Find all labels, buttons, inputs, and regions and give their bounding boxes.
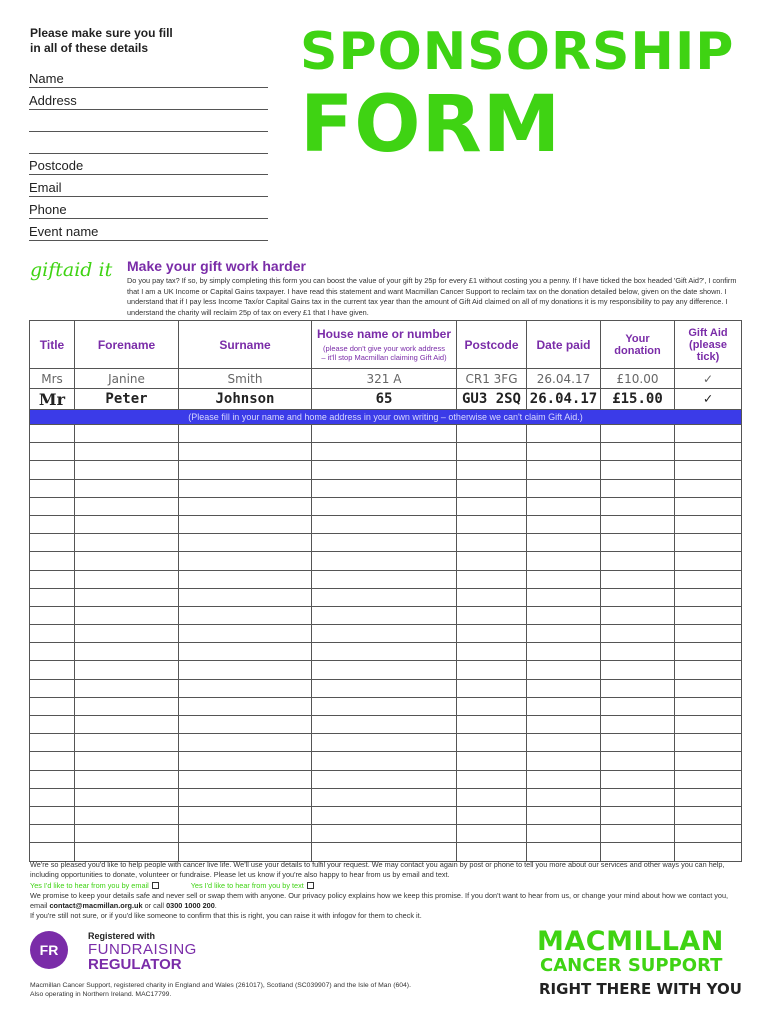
- table-cell[interactable]: [179, 425, 312, 443]
- table-cell[interactable]: [312, 843, 457, 861]
- intro-line-2: in all of these details: [30, 41, 149, 55]
- table-cell[interactable]: [179, 788, 312, 806]
- table-cell[interactable]: [179, 825, 312, 843]
- table-cell[interactable]: [457, 806, 527, 824]
- example-forename: Peter: [75, 389, 179, 410]
- event-name-field[interactable]: Event name: [29, 223, 268, 241]
- table-cell[interactable]: [75, 606, 179, 624]
- table-cell[interactable]: [75, 515, 179, 533]
- table-cell[interactable]: [457, 843, 527, 861]
- table-cell[interactable]: [457, 461, 527, 479]
- table-cell[interactable]: [675, 606, 742, 624]
- table-cell[interactable]: [527, 806, 601, 824]
- table-row: [30, 679, 742, 697]
- table-cell[interactable]: [527, 515, 601, 533]
- table-cell[interactable]: [457, 425, 527, 443]
- table-cell[interactable]: [179, 534, 312, 552]
- table-cell[interactable]: [601, 716, 675, 734]
- table-cell[interactable]: [527, 479, 601, 497]
- example-donation: £10.00: [601, 369, 675, 389]
- col-gift-aid: [675, 321, 742, 369]
- table-cell[interactable]: [527, 752, 601, 770]
- table-cell[interactable]: [457, 697, 527, 715]
- table-cell[interactable]: [179, 697, 312, 715]
- table-cell[interactable]: [601, 606, 675, 624]
- table-cell[interactable]: [457, 716, 527, 734]
- table-row: [30, 661, 742, 679]
- table-cell[interactable]: [30, 752, 75, 770]
- table-cell[interactable]: [75, 625, 179, 643]
- table-cell[interactable]: [75, 806, 179, 824]
- table-cell[interactable]: [179, 515, 312, 533]
- table-header-row: [30, 321, 742, 369]
- table-cell[interactable]: [527, 770, 601, 788]
- table-cell[interactable]: [30, 443, 75, 461]
- col-surname: Surname: [179, 321, 312, 369]
- table-cell[interactable]: [601, 625, 675, 643]
- contact-email-link[interactable]: contact@macmillan.org.uk: [49, 901, 143, 911]
- table-cell[interactable]: [675, 534, 742, 552]
- table-cell[interactable]: [75, 661, 179, 679]
- example-postcode: CR1 3FG: [457, 369, 527, 389]
- table-row: [30, 497, 742, 515]
- table-cell[interactable]: [75, 843, 179, 861]
- table-cell[interactable]: [179, 479, 312, 497]
- table-cell[interactable]: [75, 679, 179, 697]
- table-cell[interactable]: [601, 497, 675, 515]
- table-cell[interactable]: [675, 625, 742, 643]
- example-date: 26.04.17: [527, 389, 601, 410]
- table-cell[interactable]: [30, 843, 75, 861]
- example-house: 321 A: [312, 369, 457, 389]
- table-cell[interactable]: [179, 679, 312, 697]
- table-cell[interactable]: [457, 679, 527, 697]
- table-cell[interactable]: [527, 588, 601, 606]
- table-cell[interactable]: [527, 461, 601, 479]
- cancer-support-logo-text: CANCER SUPPORT: [540, 955, 723, 976]
- table-cell[interactable]: [75, 479, 179, 497]
- table-cell[interactable]: [527, 606, 601, 624]
- example-gift-aid-tick: ✓: [675, 389, 742, 410]
- table-cell[interactable]: [179, 625, 312, 643]
- example-date: 26.04.17: [527, 369, 601, 389]
- table-cell[interactable]: [457, 552, 527, 570]
- table-cell[interactable]: [601, 770, 675, 788]
- table-cell[interactable]: [601, 843, 675, 861]
- table-cell[interactable]: [675, 570, 742, 588]
- table-cell[interactable]: [179, 606, 312, 624]
- table-cell[interactable]: [675, 443, 742, 461]
- table-cell[interactable]: [30, 461, 75, 479]
- table-cell[interactable]: [457, 825, 527, 843]
- table-cell[interactable]: [312, 534, 457, 552]
- table-cell[interactable]: [675, 806, 742, 824]
- table-cell[interactable]: [601, 461, 675, 479]
- table-cell[interactable]: [527, 534, 601, 552]
- table-cell[interactable]: [601, 515, 675, 533]
- table-row: [30, 825, 742, 843]
- table-cell[interactable]: [457, 443, 527, 461]
- instruction-banner: (Please fill in your name and home address in your own writing – otherwise we can't claim Gift Aid.): [30, 410, 742, 425]
- table-cell[interactable]: [675, 552, 742, 570]
- table-cell[interactable]: [527, 788, 601, 806]
- table-cell[interactable]: [312, 716, 457, 734]
- table-cell[interactable]: [75, 461, 179, 479]
- table-cell[interactable]: [675, 497, 742, 515]
- privacy-para-2b: or call: [144, 901, 165, 911]
- table-cell[interactable]: [30, 661, 75, 679]
- table-cell[interactable]: [312, 679, 457, 697]
- table-cell[interactable]: [30, 625, 75, 643]
- table-cell[interactable]: [312, 625, 457, 643]
- table-cell[interactable]: [675, 515, 742, 533]
- example-surname: Smith: [179, 369, 312, 389]
- col-postcode: Postcode: [457, 321, 527, 369]
- table-cell[interactable]: [675, 679, 742, 697]
- table-cell[interactable]: [675, 661, 742, 679]
- col-house-label: House name or number: [316, 327, 452, 341]
- table-row: [30, 643, 742, 661]
- table-cell[interactable]: [30, 770, 75, 788]
- table-cell[interactable]: [30, 515, 75, 533]
- table-cell[interactable]: [675, 752, 742, 770]
- table-cell[interactable]: [75, 643, 179, 661]
- col-house-note: (please don't give your work address – it'll stop Macmillan claiming Gift Aid): [321, 344, 447, 362]
- table-cell[interactable]: [457, 661, 527, 679]
- table-cell[interactable]: [675, 825, 742, 843]
- col-title: Title: [30, 321, 75, 369]
- table-cell[interactable]: [457, 625, 527, 643]
- table-cell[interactable]: [30, 697, 75, 715]
- table-cell[interactable]: [601, 788, 675, 806]
- contact-phone: 0300 1000 200: [166, 901, 215, 911]
- table-cell[interactable]: [30, 806, 75, 824]
- table-cell[interactable]: [75, 570, 179, 588]
- intro-text: [30, 26, 173, 56]
- table-cell[interactable]: [312, 515, 457, 533]
- table-cell[interactable]: [30, 497, 75, 515]
- table-row: [30, 843, 742, 861]
- table-cell[interactable]: [75, 734, 179, 752]
- table-cell[interactable]: [30, 643, 75, 661]
- table-cell[interactable]: [675, 734, 742, 752]
- table-cell[interactable]: [312, 425, 457, 443]
- table-cell[interactable]: [179, 588, 312, 606]
- table-cell[interactable]: [527, 679, 601, 697]
- table-cell[interactable]: [601, 679, 675, 697]
- table-cell[interactable]: [75, 716, 179, 734]
- table-cell[interactable]: [30, 788, 75, 806]
- table-cell[interactable]: [675, 425, 742, 443]
- table-cell[interactable]: [179, 643, 312, 661]
- table-cell[interactable]: [75, 825, 179, 843]
- table-row: [30, 734, 742, 752]
- col-forename: Forename: [75, 321, 179, 369]
- title-sponsorship: SPONSORSHIP: [300, 22, 735, 82]
- table-cell[interactable]: [527, 552, 601, 570]
- table-row: [30, 770, 742, 788]
- table-row: [30, 588, 742, 606]
- col-donation: [601, 321, 675, 369]
- text-opt-checkbox[interactable]: [307, 882, 314, 889]
- table-cell[interactable]: [75, 770, 179, 788]
- postcode-field[interactable]: Postcode: [29, 157, 268, 175]
- table-row: [30, 806, 742, 824]
- table-cell[interactable]: [527, 697, 601, 715]
- table-cell[interactable]: [30, 606, 75, 624]
- table-cell[interactable]: [457, 606, 527, 624]
- table-cell[interactable]: [457, 534, 527, 552]
- table-cell[interactable]: [312, 788, 457, 806]
- table-row: [30, 752, 742, 770]
- col-date-paid: Date paid: [527, 321, 601, 369]
- table-cell[interactable]: [601, 534, 675, 552]
- table-cell[interactable]: [312, 770, 457, 788]
- col-gift-aid-line3: tick): [696, 350, 720, 363]
- table-cell[interactable]: [312, 443, 457, 461]
- address-field[interactable]: Address: [29, 92, 268, 110]
- table-cell[interactable]: [601, 443, 675, 461]
- privacy-para-2: We promise to keep your details safe and never sell or swap them with anyone. Our privacy policy explains how we keep this promise. If you don't want to hear from us, or change your mind about how we contact you, email contact@macmillan.org.uk or call 0300 1000 200.: [30, 890, 729, 911]
- table-cell[interactable]: [312, 552, 457, 570]
- table-cell[interactable]: [179, 752, 312, 770]
- table-cell[interactable]: [179, 806, 312, 824]
- table-cell[interactable]: [527, 570, 601, 588]
- table-cell[interactable]: [527, 661, 601, 679]
- table-row: [30, 552, 742, 570]
- table-cell[interactable]: [30, 552, 75, 570]
- table-cell[interactable]: [601, 825, 675, 843]
- table-cell[interactable]: [675, 461, 742, 479]
- table-row: [30, 425, 742, 443]
- table-row: [30, 716, 742, 734]
- table-cell[interactable]: [312, 697, 457, 715]
- table-cell[interactable]: [179, 570, 312, 588]
- table-cell[interactable]: [527, 825, 601, 843]
- table-cell[interactable]: [312, 825, 457, 843]
- table-cell[interactable]: [179, 461, 312, 479]
- fr-regulator: REGULATOR: [88, 956, 182, 973]
- intro-line-1: Please make sure you fill: [30, 26, 173, 40]
- address-line-2-field[interactable]: [29, 114, 268, 132]
- table-cell[interactable]: [601, 425, 675, 443]
- table-cell[interactable]: [601, 570, 675, 588]
- table-cell[interactable]: [30, 479, 75, 497]
- table-cell[interactable]: [601, 479, 675, 497]
- table-cell[interactable]: [179, 734, 312, 752]
- table-cell[interactable]: [675, 843, 742, 861]
- table-cell[interactable]: [527, 425, 601, 443]
- table-cell[interactable]: [601, 752, 675, 770]
- col-donation-line1: Your: [625, 332, 650, 345]
- table-cell[interactable]: [312, 461, 457, 479]
- table-cell[interactable]: [312, 661, 457, 679]
- table-cell[interactable]: [527, 843, 601, 861]
- table-cell[interactable]: [312, 806, 457, 824]
- fundraising-regulator-logo: FR: [30, 931, 68, 969]
- gift-aid-declaration: Do you pay tax? If so, by simply completing this form you can boost the value of your gift by 25p for every £1 without costing you a penny. If I have ticked the box headed 'Gift Aid?', I confirm that I am a UK Income or Capital Gains taxpayer. I have read this statement and want Macmillan Cancer Support to reclaim tax on the donation detailed below, given on the date shown. I understand that if I pay less Income Tax/or Capital Gains tax in the current tax year than the amount of Gift Aid claimed on all of my donations it is my responsibility to pay any difference. I understand the charity will reclaim 25p of tax on every £1 that I have given.: [127, 276, 737, 317]
- table-cell[interactable]: [675, 479, 742, 497]
- table-row: [30, 788, 742, 806]
- table-cell[interactable]: [457, 752, 527, 770]
- table-cell[interactable]: [179, 552, 312, 570]
- table-cell[interactable]: [457, 643, 527, 661]
- table-cell[interactable]: [527, 734, 601, 752]
- example-title: Mrs: [30, 369, 75, 389]
- example-row-1: [30, 369, 742, 389]
- col-gift-aid-line2: (please: [689, 338, 727, 351]
- table-cell[interactable]: [30, 734, 75, 752]
- table-cell[interactable]: [179, 770, 312, 788]
- table-cell[interactable]: [312, 752, 457, 770]
- table-cell[interactable]: [527, 443, 601, 461]
- table-cell[interactable]: [312, 479, 457, 497]
- example-title: Mr: [30, 389, 75, 410]
- table-cell[interactable]: [312, 588, 457, 606]
- example-donation: £15.00: [601, 389, 675, 410]
- table-cell[interactable]: [75, 752, 179, 770]
- privacy-para-1: We're so pleased you'd like to help people with cancer live life. We'll use your details to fulfil your request. We may contact you again by post or phone to tell you more about our services and other ways you can help, including opportunities to donate, volunteer or fundraise. Please let us know if you're also happy to hear from us by email and text.: [30, 860, 725, 880]
- sponsor-table: [29, 320, 742, 862]
- example-forename: Janine: [75, 369, 179, 389]
- table-row: [30, 443, 742, 461]
- fr-fundraising: FUNDRAISING: [88, 941, 197, 958]
- table-cell[interactable]: [30, 679, 75, 697]
- gift-aid-logo: giftaid it: [30, 259, 113, 281]
- tagline: RIGHT THERE WITH YOU: [539, 980, 742, 998]
- table-cell[interactable]: [75, 788, 179, 806]
- table-cell[interactable]: [312, 570, 457, 588]
- col-house: [312, 321, 457, 369]
- table-cell[interactable]: [601, 734, 675, 752]
- table-cell[interactable]: [457, 788, 527, 806]
- charity-reg-line-2: Also operating in Northern Ireland. MAC17799.: [30, 991, 172, 998]
- gift-aid-heading: Make your gift work harder: [127, 258, 306, 274]
- table-cell[interactable]: [457, 588, 527, 606]
- col-gift-aid-line1: Gift Aid: [688, 326, 728, 339]
- table-cell[interactable]: [675, 643, 742, 661]
- table-cell[interactable]: [179, 661, 312, 679]
- table-cell[interactable]: [179, 497, 312, 515]
- table-cell[interactable]: [312, 497, 457, 515]
- table-row: [30, 625, 742, 643]
- col-donation-line2: donation: [614, 344, 661, 357]
- table-cell[interactable]: [527, 497, 601, 515]
- table-row: [30, 606, 742, 624]
- table-cell[interactable]: [601, 697, 675, 715]
- table-row: [30, 515, 742, 533]
- privacy-para-2a: We promise to keep your details safe and never sell or swap them with anyone. Our privacy policy explains how we keep this promise. If you don't want to hear from us, or change your mind about how we contact you, email: [30, 890, 729, 911]
- table-cell[interactable]: [457, 497, 527, 515]
- privacy-para-3: If you're still not sure, or if you'd like someone to confirm that this is right, you can raise it with infogov for them to check it.: [30, 911, 422, 921]
- table-cell[interactable]: [179, 716, 312, 734]
- fr-registered-with: Registered with: [88, 931, 156, 941]
- table-cell[interactable]: [75, 588, 179, 606]
- table-cell[interactable]: [312, 643, 457, 661]
- table-row: [30, 479, 742, 497]
- table-row: [30, 570, 742, 588]
- table-cell[interactable]: [675, 716, 742, 734]
- phone-field[interactable]: Phone: [29, 201, 268, 219]
- table-cell[interactable]: [30, 534, 75, 552]
- charity-registration: [30, 981, 530, 999]
- title-form: FORM: [300, 80, 562, 170]
- table-cell[interactable]: [75, 534, 179, 552]
- table-cell[interactable]: [601, 806, 675, 824]
- table-cell[interactable]: [312, 606, 457, 624]
- table-cell[interactable]: [30, 825, 75, 843]
- name-field[interactable]: Name: [29, 70, 268, 88]
- table-cell[interactable]: [457, 479, 527, 497]
- table-cell[interactable]: [601, 552, 675, 570]
- table-cell[interactable]: [179, 443, 312, 461]
- table-cell[interactable]: [75, 697, 179, 715]
- table-cell[interactable]: [601, 661, 675, 679]
- table-cell[interactable]: [30, 425, 75, 443]
- email-opt-checkbox[interactable]: [152, 882, 159, 889]
- example-row-2: [30, 389, 742, 410]
- table-cell[interactable]: [601, 643, 675, 661]
- table-row: [30, 534, 742, 552]
- table-cell[interactable]: [675, 697, 742, 715]
- table-cell[interactable]: [179, 843, 312, 861]
- table-cell[interactable]: [457, 770, 527, 788]
- table-cell[interactable]: [527, 643, 601, 661]
- table-cell[interactable]: [30, 588, 75, 606]
- table-cell[interactable]: [675, 770, 742, 788]
- table-cell[interactable]: [75, 425, 179, 443]
- example-postcode: GU3 2SQ: [457, 389, 527, 410]
- table-cell[interactable]: [675, 788, 742, 806]
- instruction-banner-row: [30, 410, 742, 425]
- table-cell[interactable]: [457, 734, 527, 752]
- table-cell[interactable]: [75, 552, 179, 570]
- example-gift-aid-tick: ✓: [675, 369, 742, 389]
- table-cell[interactable]: [312, 734, 457, 752]
- table-cell[interactable]: [75, 443, 179, 461]
- text-opt-label: Yes I'd like to hear from you by text: [190, 880, 304, 890]
- privacy-text: [30, 860, 742, 922]
- macmillan-logo-text: MACMILLAN: [537, 926, 724, 957]
- contact-options: [30, 881, 742, 891]
- table-cell[interactable]: [527, 625, 601, 643]
- example-house: 65: [312, 389, 457, 410]
- table-cell[interactable]: [30, 716, 75, 734]
- charity-reg-line-1: Macmillan Cancer Support, registered charity in England and Wales (261017), Scotland (SC039907) and the Isle of Man (604).: [30, 982, 411, 989]
- table-cell[interactable]: [30, 570, 75, 588]
- address-line-3-field[interactable]: [29, 136, 268, 154]
- table-row: [30, 697, 742, 715]
- table-row: [30, 461, 742, 479]
- table-cell[interactable]: [457, 515, 527, 533]
- table-cell[interactable]: [75, 497, 179, 515]
- table-cell[interactable]: [527, 716, 601, 734]
- email-opt-label: Yes I'd like to hear from you by email: [30, 880, 149, 890]
- table-cell[interactable]: [675, 588, 742, 606]
- email-field[interactable]: Email: [29, 179, 268, 197]
- table-cell[interactable]: [457, 570, 527, 588]
- table-cell[interactable]: [601, 588, 675, 606]
- example-surname: Johnson: [179, 389, 312, 410]
